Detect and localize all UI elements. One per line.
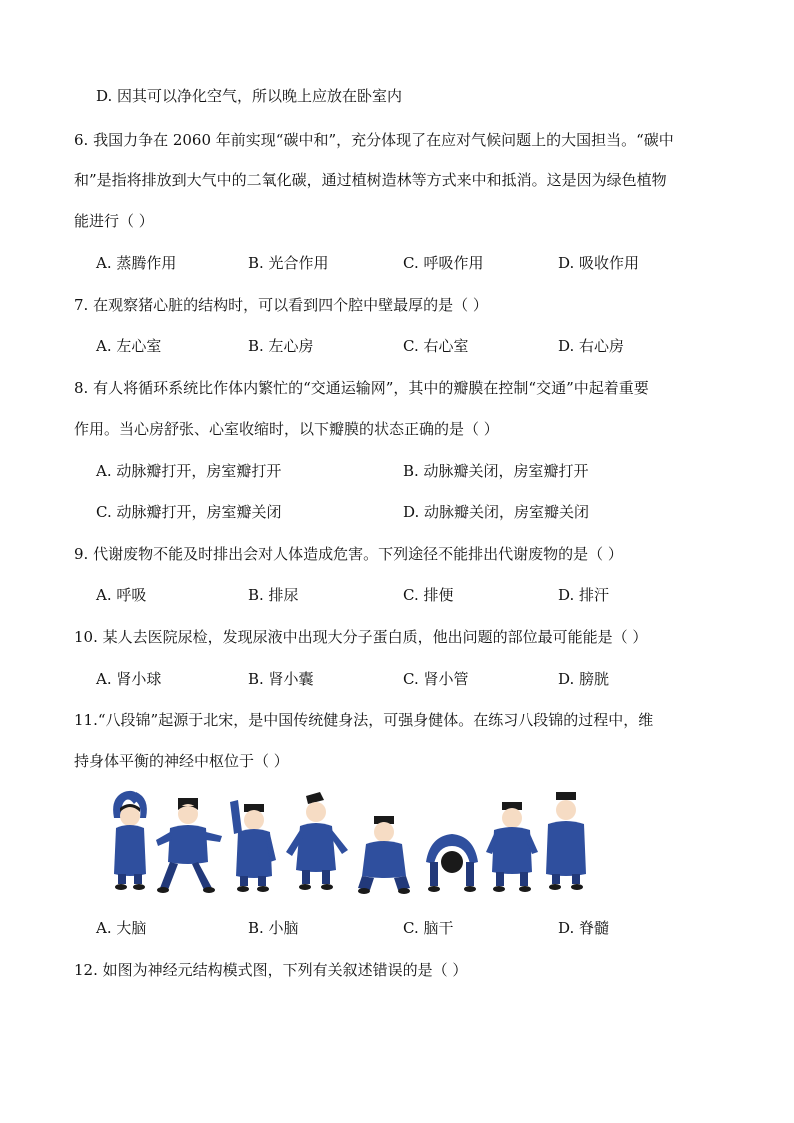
pose-figure-6	[426, 834, 478, 892]
q11-line-2: 持身体平衡的神经中枢位于（ ）	[74, 752, 289, 770]
pose-figure-1	[113, 791, 147, 890]
q10-option-d: D. 膀胱	[558, 670, 610, 688]
q8-line-2: 作用。当心房舒张、心室收缩时，以下瓣膜的状态正确的是（ ）	[74, 420, 499, 438]
q9-option-b: B. 排尿	[248, 586, 299, 604]
q8-option-a: A. 动脉瓣打开，房室瓣打开	[96, 462, 282, 480]
q8-option-b: B. 动脉瓣关闭，房室瓣打开	[403, 462, 589, 480]
q6-option-b: B. 光合作用	[248, 254, 329, 272]
q9-option-c: C. 排便	[403, 586, 454, 604]
pose-figure-8	[546, 792, 586, 890]
q6-line-1: 6. 我国力争在 2060 年前实现“碳中和”，充分体现了在应对气候问题上的大国担当。“碳中	[74, 131, 674, 149]
q7-line-1: 7. 在观察猪心脏的结构时，可以看到四个腔中壁最厚的是（ ）	[74, 296, 488, 314]
q11-option-c: C. 脑干	[403, 919, 454, 937]
baduanjin-illustration	[96, 788, 588, 896]
q6-option-a: A. 蒸腾作用	[96, 254, 177, 272]
q7-option-a: A. 左心室	[96, 337, 162, 355]
q7-option-b: B. 左心房	[248, 337, 314, 355]
q11-option-b: B. 小脑	[248, 919, 299, 937]
q9-line-1: 9. 代谢废物不能及时排出会对人体造成危害。下列途径不能排出代谢废物的是（ ）	[74, 545, 623, 563]
q11-line-1: 11.“八段锦”起源于北宋，是中国传统健身法，可强身健体。在练习八段锦的过程中，维	[74, 711, 654, 729]
pose-figure-5	[358, 816, 410, 894]
q11-option-a: A. 大脑	[96, 919, 147, 937]
q10-line-1: 10. 某人去医院尿检，发现尿液中出现大分子蛋白质，他出问题的部位最可能能是（ ）	[74, 628, 648, 646]
pose-figure-7	[486, 802, 538, 892]
q9-option-d: D. 排汗	[558, 586, 610, 604]
q7-option-c: C. 右心室	[403, 337, 469, 355]
q9-option-a: A. 呼吸	[96, 586, 147, 604]
pose-figure-4	[286, 792, 348, 890]
q7-option-d: D. 右心房	[558, 337, 625, 355]
q11-option-d: D. 脊髓	[558, 919, 610, 937]
q6-line-3: 能进行（ ）	[74, 212, 154, 230]
q6-option-c: C. 呼吸作用	[403, 254, 484, 272]
prev-option-d: D. 因其可以净化空气，所以晚上应放在卧室内	[96, 87, 403, 105]
q8-option-c: C. 动脉瓣打开，房室瓣关闭	[96, 503, 282, 521]
q8-line-1: 8. 有人将循环系统比作体内繁忙的“交通运输网”，其中的瓣膜在控制“交通”中起着重要	[74, 379, 649, 397]
baduanjin-figure-strip	[96, 788, 588, 896]
q6-line-2: 和”是指将排放到大气中的二氧化碳，通过植树造林等方式来中和抵消。这是因为绿色植物	[74, 171, 667, 189]
pose-figure-3	[230, 800, 276, 892]
q12-line-1: 12. 如图为神经元结构模式图，下列有关叙述错误的是（ ）	[74, 961, 468, 979]
q10-option-c: C. 肾小管	[403, 670, 469, 688]
pose-figure-2	[156, 798, 222, 893]
q10-option-a: A. 肾小球	[96, 670, 162, 688]
q6-option-d: D. 吸收作用	[558, 254, 640, 272]
q8-option-d: D. 动脉瓣关闭，房室瓣关闭	[403, 503, 590, 521]
q10-option-b: B. 肾小囊	[248, 670, 314, 688]
